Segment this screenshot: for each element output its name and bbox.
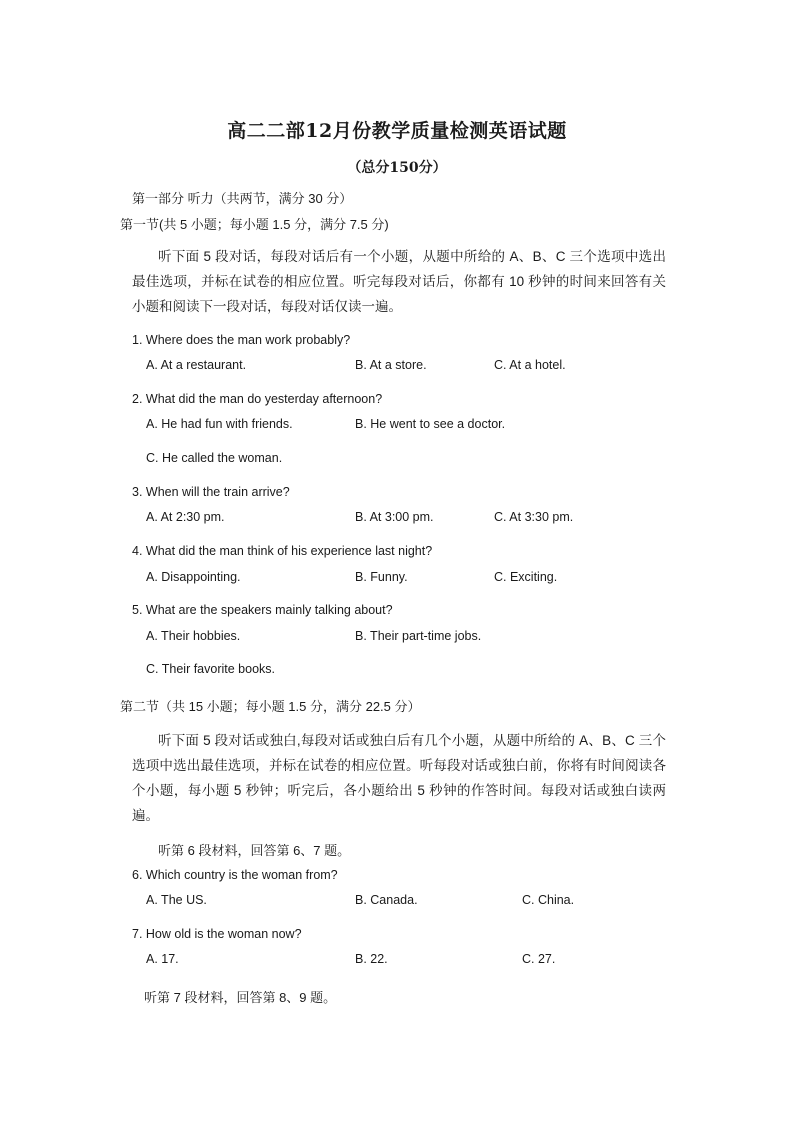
question-stem: 6. Which country is the woman from? [132, 868, 338, 882]
exam-title: 高二二部12月份教学质量检测英语试题 [227, 120, 567, 142]
question-stem: 1. Where does the man work probably? [132, 333, 351, 347]
question-stem: 7. How old is the woman now? [132, 927, 302, 941]
option-c: C. China. [522, 893, 575, 907]
option-a: A. Their hobbies. [146, 629, 241, 643]
question-stem: 2. What did the man do yesterday afternoon? [132, 392, 383, 406]
option-c: C. At 3:30 pm. [494, 510, 574, 524]
question-stem: 3. When will the train arrive? [132, 485, 290, 499]
section1-instructions: 听下面 5 段对话，每段对话后有一个小题，从题中所给的 A、B、C 三个选项中选出最佳选项，并标在试卷的相应位置。听完每段对话后，你都有 10 秒钟的时间来回答有关小题和阅读下一段对话，每段对话仅读一遍。 [132, 249, 666, 314]
option-a: A. Disappointing. [146, 570, 241, 584]
part1-heading: 第一部分 听力（共两节，满分 30 分） [132, 191, 353, 206]
option-b: B. At a store. [355, 358, 427, 372]
option-b: B. He went to see a doctor. [355, 417, 506, 431]
material-note: 听第 6 段材料，回答第 6、7 题。 [158, 843, 351, 858]
option-b: B. Canada. [355, 893, 418, 907]
option-b: B. Funny. [355, 570, 408, 584]
option-c: C. Their favorite books. [146, 662, 275, 676]
material-note: 听第 7 段材料，回答第 8、9 题。 [144, 990, 337, 1005]
option-c: C. At a hotel. [494, 358, 566, 372]
option-c: C. 27. [522, 952, 556, 966]
question-stem: 5. What are the speakers mainly talking about? [132, 603, 393, 617]
option-c: C. Exciting. [494, 570, 558, 584]
total-score: （总分150分） [347, 160, 447, 176]
option-a: A. He had fun with friends. [146, 417, 293, 431]
section2-instructions: 听下面 5 段对话或独白,每段对话或独白后有几个小题，从题中所给的 A、B、C 三个选项中选出最佳选项，并标在试卷的相应位置。听每段对话或独白前，你将有时间阅读各个小题，每小题 5 秒钟；听完后，各小题给出 5 秒钟的作答时间。每段对话或独白读两遍。 [132, 733, 666, 823]
option-a: A. At a restaurant. [146, 358, 247, 372]
option-b: B. Their part-time jobs. [355, 629, 482, 643]
option-b: B. 22. [355, 952, 388, 966]
section2-heading: 第二节（共 15 小题；每小题 1.5 分，满分 22.5 分） [120, 699, 421, 714]
option-a: A. At 2:30 pm. [146, 510, 225, 524]
option-b: B. At 3:00 pm. [355, 510, 434, 524]
option-c: C. He called the woman. [146, 451, 283, 465]
option-a: A. 17. [146, 952, 179, 966]
section1-heading: 第一节(共 5 小题；每小题 1.5 分，满分 7.5 分) [120, 217, 389, 232]
option-a: A. The US. [146, 893, 207, 907]
question-stem: 4. What did the man think of his experience last night? [132, 544, 433, 558]
